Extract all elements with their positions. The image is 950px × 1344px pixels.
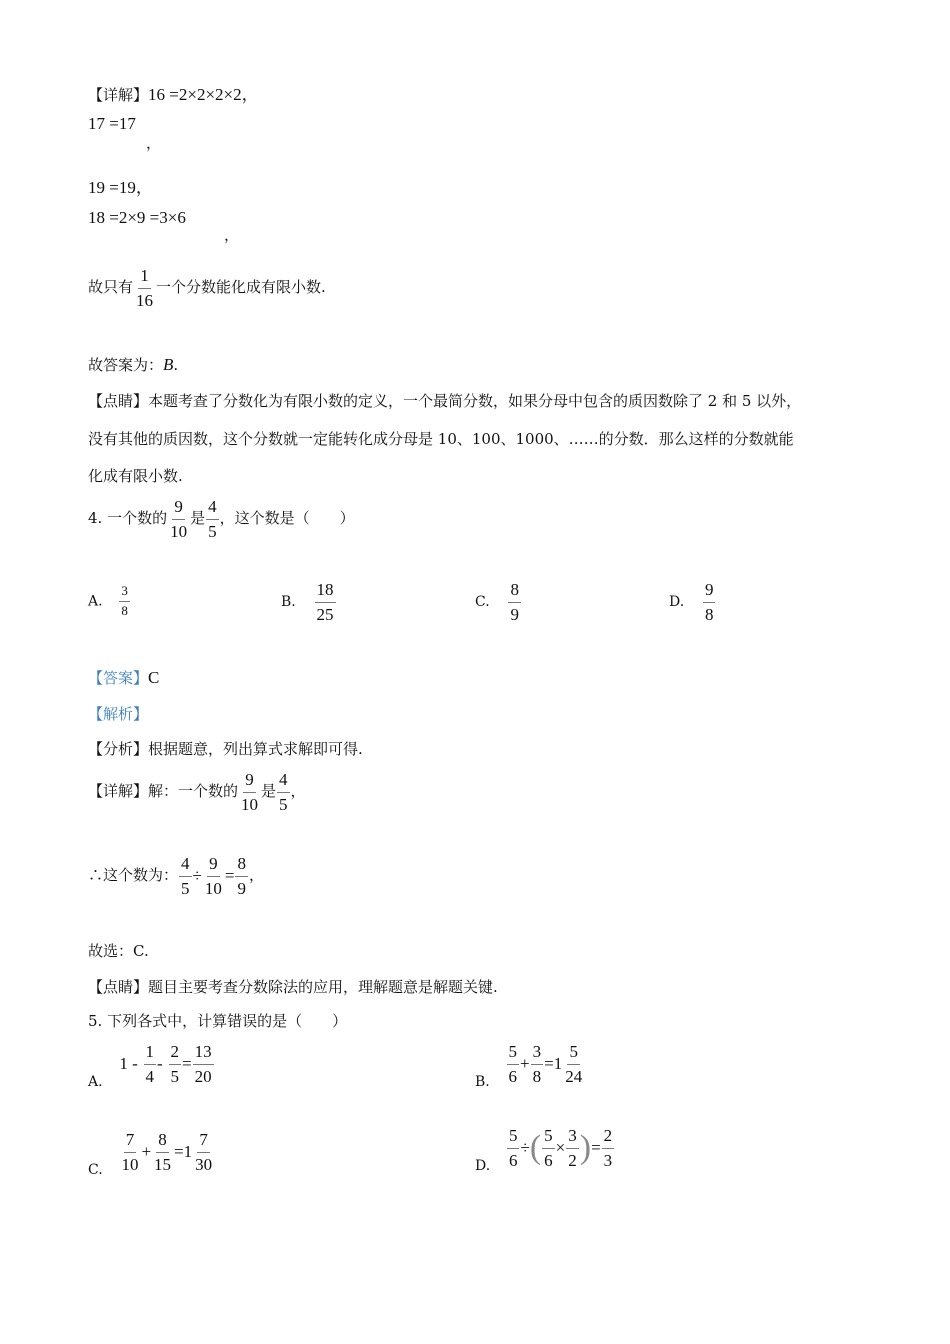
eq-17: 17 =17 (88, 114, 136, 133)
analysis-tag: 【解析】 (88, 705, 149, 723)
eq-17-comma: ， (146, 134, 162, 152)
eq-19: 19 =19， (88, 178, 153, 197)
q4-calc: ∴这个数为： $\frac{4}{5}$ ÷ $\frac{9}{10}$ = $\frac{8}{9}$ ， (88, 854, 264, 898)
detail-line-16 (88, 80, 259, 105)
conclusion-suffix: 一个分数能化成有限小数. (156, 278, 326, 297)
q4-frac-4-5: $\frac{4}{5}$ (208, 497, 217, 541)
q4-analysis: 【分析】根据题意，列出算式求解即可得. (88, 740, 363, 758)
conclusion-prefix: 故只有 (88, 278, 134, 297)
q5-option-a[interactable]: A. 1 - $\frac{1}{4}$ - $\frac{2}{5}$ = $\frac{13}{20}$ (88, 1042, 212, 1091)
fraction-1-16: $\frac{1}{16}$ (136, 266, 154, 310)
q5-title: 5. 下列各式中，计算错误的是（ ） (88, 1012, 348, 1030)
q4-pointing: 【点睛】题目主要考查分数除法的应用，理解题意是解题关键. (88, 978, 498, 996)
q5-option-c[interactable]: C. $\frac{7}{10}$ + $\frac{8}{15}$ =1 $\frac{7}{30}$ (88, 1130, 213, 1179)
eq-18: 18 =2×9 =3×6 (88, 208, 186, 227)
pointing-line-3: 化成有限小数. (88, 467, 183, 485)
detail-label: 【详解】 (88, 86, 149, 104)
eq-16: 16 =2×2×2×2， (148, 85, 259, 104)
answer-tag: 【答案】 (88, 669, 149, 687)
q4-option-c[interactable]: C. $\frac{8}{9}$ (475, 580, 519, 624)
q4-choose: 故选：C. (88, 942, 149, 960)
q4-detail: 【详解】解：一个数的 $\frac{9}{10}$ 是 $\frac{4}{5}$ ， (88, 770, 306, 814)
q5-option-d[interactable]: D. $\frac{5}{6}$ ÷( $\frac{5}{6}$ × $\frac{3}{2}$ )= $\frac{2}{3}$ (475, 1126, 613, 1175)
pointing-line-1: 【点睛】本题考查了分数化为有限小数的定义，一个最简分数，如果分母中包含的质因数除了 2 和 5 以外， (88, 392, 802, 410)
q5-option-b[interactable]: B. $\frac{5}{6}$ + $\frac{3}{8}$ =1 $\frac{5}{24}$ (475, 1042, 583, 1091)
conclusion-line (88, 266, 326, 310)
eq-18-comma: ， (224, 226, 240, 244)
pointing-line-2: 没有其他的质因数，这个分数就一定能转化成分母是 10、100、1000、……的分数．那么这样的分数就能 (88, 430, 794, 448)
q4-answer: 【答案】C (88, 668, 160, 687)
q4-frac-9-10: $\frac{9}{10}$ (170, 497, 188, 541)
q4-title: 4. 一个数的 $\frac{9}{10}$ 是 $\frac{4}{5}$ ，这个数是（ ） (88, 497, 355, 541)
answer-line: 故答案为：B. (88, 355, 179, 374)
q4-option-b[interactable]: B. $\frac{18}{25}$ (281, 580, 334, 624)
q4-option-d[interactable]: D. $\frac{9}{8}$ (669, 580, 714, 624)
q4-option-a[interactable]: A. $\frac{3}{8}$ (88, 583, 128, 618)
